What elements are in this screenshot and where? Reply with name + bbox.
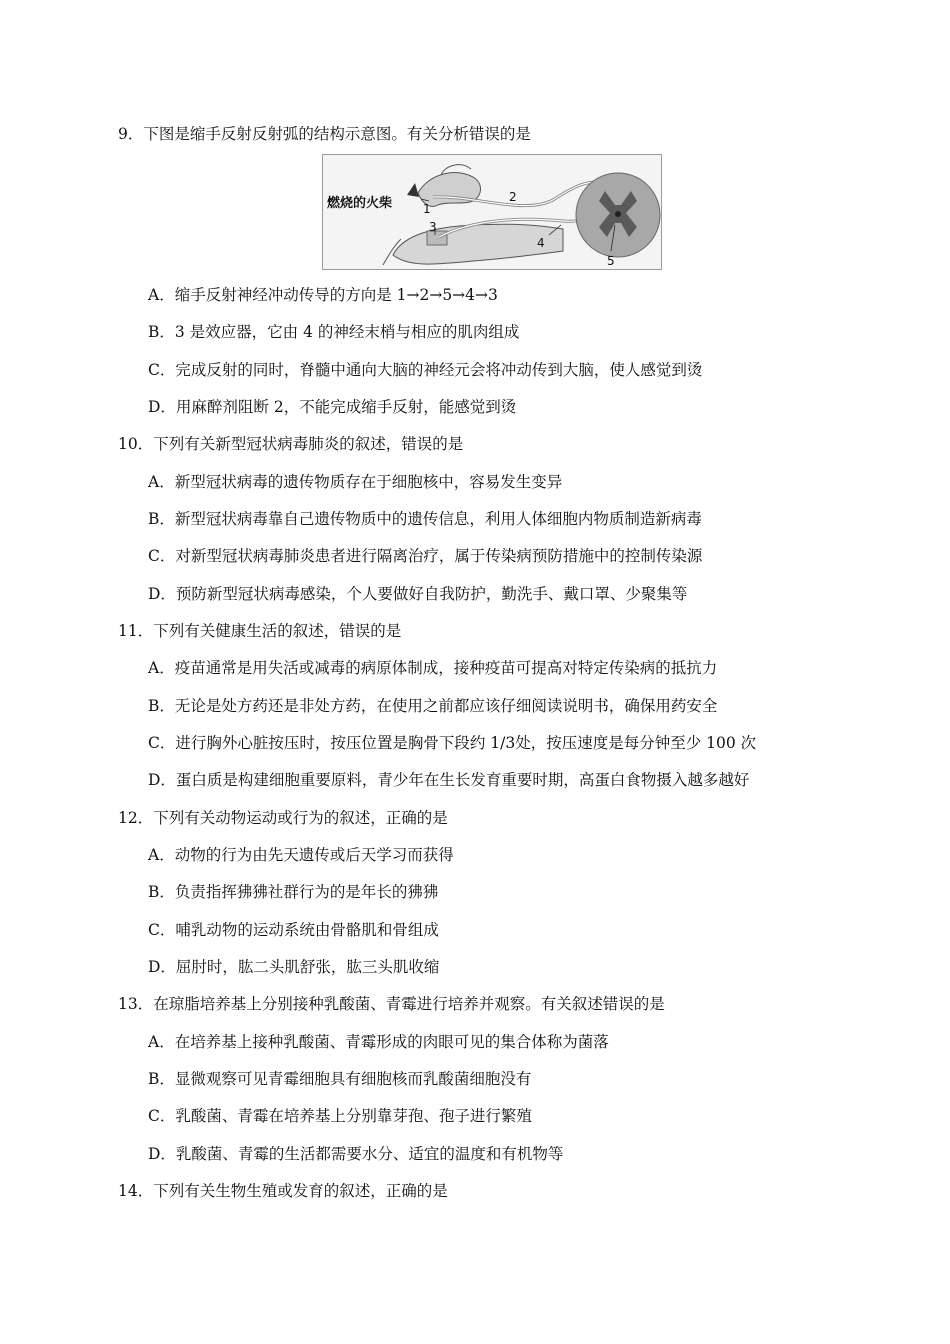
question-12-stem: 12．下列有关动物运动或行为的叙述，正确的是 <box>118 809 448 827</box>
question-13-option-b: B．显微观察可见青霉细胞具有细胞核而乳酸菌细胞没有 <box>148 1070 532 1088</box>
figure-label-1: 1 <box>423 202 431 216</box>
question-9-option-b: B．3 是效应器，它由 4 的神经末梢与相应的肌肉组成 <box>148 323 520 341</box>
question-13-option-d: D．乳酸菌、青霉的生活都需要水分、适宜的温度和有机物等 <box>148 1145 564 1163</box>
question-12-option-d: D．屈肘时，肱二头肌舒张，肱三头肌收缩 <box>148 958 440 976</box>
question-12-option-b: B．负责指挥狒狒社群行为的是年长的狒狒 <box>148 883 439 901</box>
question-10-option-d: D．预防新型冠状病毒感染，个人要做好自我防护，勤洗手、戴口罩、少聚集等 <box>148 585 688 603</box>
reflex-arc-figure <box>322 154 662 270</box>
figure-label-2: 2 <box>509 190 517 204</box>
figure-label-4: 4 <box>537 236 545 250</box>
question-11-option-c: C．进行胸外心脏按压时，按压位置是胸骨下段约 1/3处，按压速度是每分钟至少 100 次 <box>148 734 757 752</box>
question-10-option-b: B．新型冠状病毒靠自己遗传物质中的遗传信息，利用人体细胞内物质制造新病毒 <box>148 510 702 528</box>
question-9-option-c: C．完成反射的同时，脊髓中通向大脑的神经元会将冲动传到大脑，使人感觉到烫 <box>148 361 703 379</box>
question-14-stem: 14．下列有关生物生殖或发育的叙述，正确的是 <box>118 1182 448 1200</box>
question-13-option-a: A．在培养基上接种乳酸菌、青霉形成的肉眼可见的集合体称为菌落 <box>148 1033 609 1051</box>
question-10-stem: 10．下列有关新型冠状病毒肺炎的叙述，错误的是 <box>118 435 464 453</box>
question-9-stem: 9．下图是缩手反射反射弧的结构示意图。有关分析错误的是 <box>118 125 531 143</box>
reflex-arc-diagram <box>323 155 661 269</box>
match-flame-icon <box>407 183 419 197</box>
question-9-option-a: A．缩手反射神经冲动传导的方向是 1→2→5→4→3 <box>148 286 498 304</box>
question-11-stem: 11．下列有关健康生活的叙述，错误的是 <box>118 622 402 640</box>
question-13-stem: 13．在琼脂培养基上分别接种乳酸菌、青霉进行培养并观察。有关叙述错误的是 <box>118 995 665 1013</box>
question-11-option-a: A．疫苗通常是用失活或减毒的病原体制成，接种疫苗可提高对特定传染病的抵抗力 <box>148 659 718 677</box>
figure-label-5: 5 <box>607 254 615 268</box>
question-12-option-a: A．动物的行为由先天遗传或后天学习而获得 <box>148 846 454 864</box>
question-9-option-d: D．用麻醉剂阻断 2，不能完成缩手反射，能感觉到烫 <box>148 398 517 416</box>
figure-caption: 燃烧的火柴 <box>327 196 393 211</box>
question-10-option-a: A．新型冠状病毒的遗传物质存在于细胞核中，容易发生变异 <box>148 473 563 491</box>
question-10-option-c: C．对新型冠状病毒肺炎患者进行隔离治疗，属于传染病预防措施中的控制传染源 <box>148 547 703 565</box>
figure-label-3: 3 <box>429 220 437 234</box>
question-11-option-b: B．无论是处方药还是非处方药，在使用之前都应该仔细阅读说明书，确保用药安全 <box>148 697 718 715</box>
question-11-option-d: D．蛋白质是构建细胞重要原料，青少年在生长发育重要时期，高蛋白食物摄入越多越好 <box>148 771 750 789</box>
question-12-option-c: C．哺乳动物的运动系统由骨骼肌和骨组成 <box>148 921 439 939</box>
question-13-option-c: C．乳酸菌、青霉在培养基上分别靠芽孢、孢子进行繁殖 <box>148 1107 532 1125</box>
